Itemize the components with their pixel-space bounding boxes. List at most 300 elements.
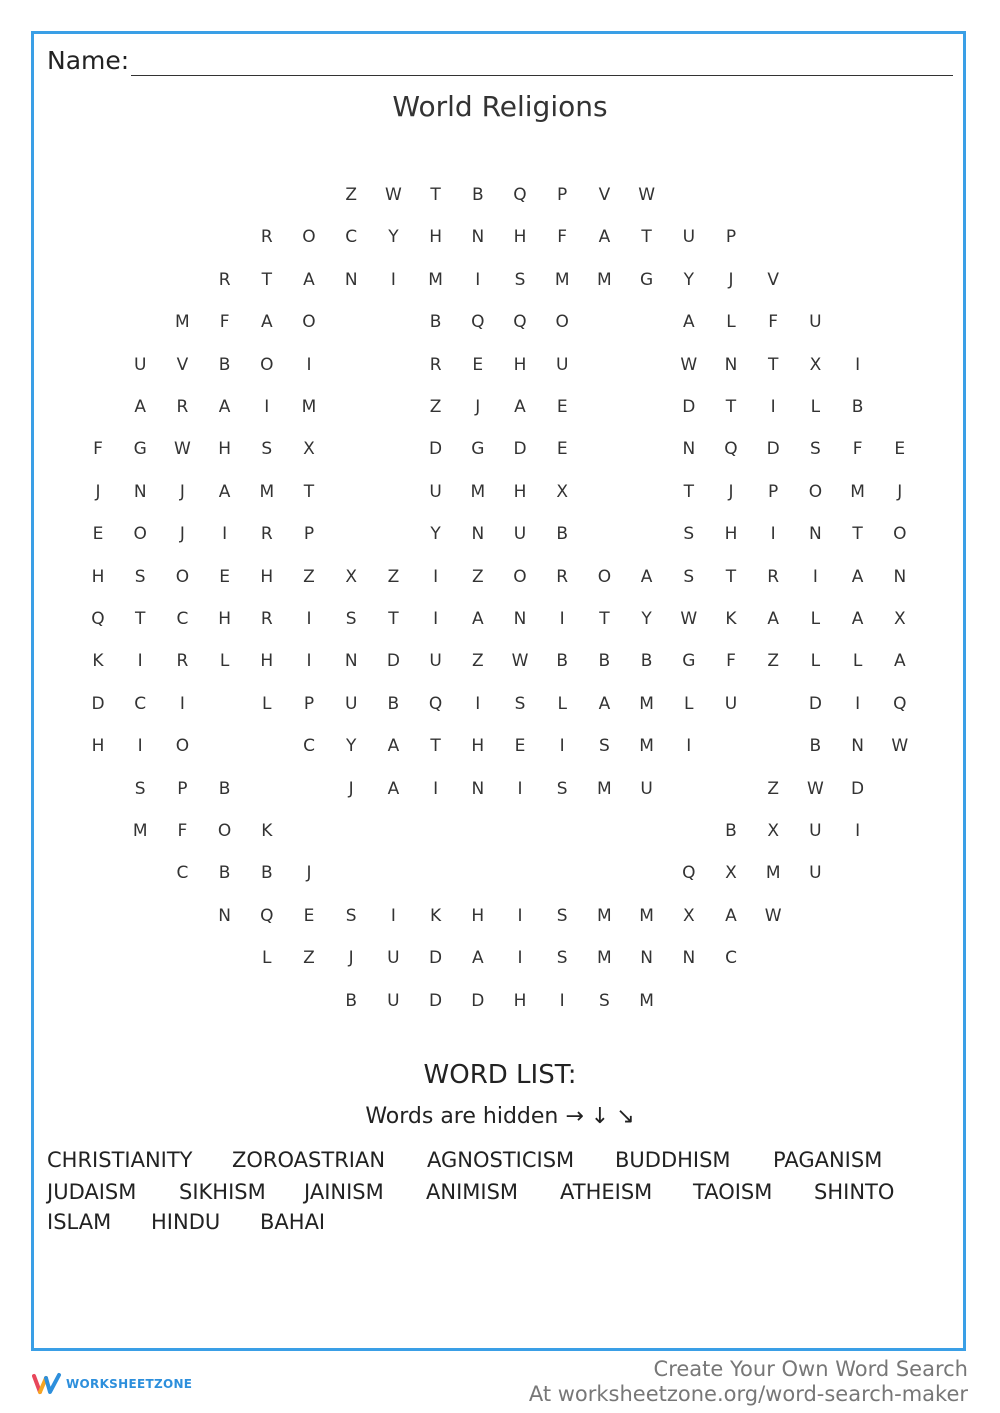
grid-letter[interactable]: Z: [387, 566, 400, 587]
grid-letter[interactable]: A: [471, 948, 484, 969]
word-list-item: TAOISM: [693, 1180, 773, 1204]
grid-letter[interactable]: T: [430, 185, 441, 205]
grid-letter[interactable]: I: [855, 821, 861, 841]
grid-letter[interactable]: N: [471, 524, 485, 545]
grid-letter[interactable]: X: [345, 566, 358, 587]
grid-letter[interactable]: H: [513, 990, 527, 1011]
grid-letter[interactable]: A: [387, 736, 400, 757]
grid-letter[interactable]: O: [217, 821, 232, 841]
grid-letter[interactable]: W: [384, 185, 402, 205]
grid-letter[interactable]: H: [218, 439, 231, 460]
grid-letter[interactable]: B: [345, 990, 358, 1011]
grid-letter[interactable]: A: [598, 227, 611, 248]
word-list-item: JUDAISM: [47, 1180, 137, 1204]
grid-letter[interactable]: S: [345, 609, 357, 629]
grid-letter[interactable]: B: [471, 185, 484, 205]
grid-letter[interactable]: E: [219, 566, 230, 587]
grid-letter[interactable]: P: [768, 481, 779, 502]
grid-letter[interactable]: A: [640, 566, 653, 587]
grid-letter[interactable]: H: [429, 227, 442, 248]
grid-letter[interactable]: R: [260, 227, 273, 248]
grid-letter[interactable]: U: [809, 312, 822, 333]
grid-letter[interactable]: A: [514, 397, 526, 417]
grid-letter[interactable]: O: [133, 524, 147, 545]
grid-letter[interactable]: M: [597, 905, 612, 926]
grid-letter[interactable]: U: [640, 778, 653, 799]
grid-letter[interactable]: M: [554, 269, 570, 290]
word-list-directions: Words are hidden → ↓ ↘: [365, 1104, 635, 1129]
grid-letter[interactable]: I: [559, 990, 565, 1011]
name-label: Name:: [47, 46, 130, 75]
grid-letter[interactable]: B: [556, 524, 569, 545]
grid-letter[interactable]: N: [218, 905, 231, 926]
grid-letter[interactable]: M: [132, 821, 148, 841]
grid-letter[interactable]: P: [303, 693, 315, 714]
grid-letter[interactable]: M: [639, 693, 654, 714]
grid-letter[interactable]: H: [218, 609, 231, 629]
grid-letter[interactable]: J: [95, 481, 101, 502]
footer-url-line[interactable]: At worksheetzone.org/word-search-maker: [528, 1382, 968, 1406]
grid-letter[interactable]: N: [851, 736, 864, 757]
grid-letter[interactable]: L: [557, 693, 567, 714]
grid-letter[interactable]: T: [261, 269, 272, 290]
grid-letter[interactable]: I: [855, 354, 861, 375]
grid-letter[interactable]: W: [680, 609, 698, 629]
grid-letter[interactable]: G: [133, 439, 147, 460]
grid-letter[interactable]: R: [260, 524, 273, 545]
grid-letter[interactable]: K: [92, 651, 104, 672]
grid-letter[interactable]: R: [260, 609, 273, 629]
word-list-item: ANIMISM: [426, 1180, 519, 1204]
grid-letter[interactable]: O: [260, 354, 274, 375]
grid-letter[interactable]: Z: [345, 185, 358, 205]
grid-letter[interactable]: H: [260, 651, 274, 672]
grid-letter[interactable]: I: [812, 566, 818, 587]
grid-letter[interactable]: T: [683, 481, 694, 502]
grid-letter[interactable]: I: [770, 397, 776, 417]
grid-letter[interactable]: Z: [471, 651, 484, 672]
grid-letter[interactable]: E: [556, 439, 568, 460]
grid-letter[interactable]: S: [556, 905, 568, 926]
grid-letter[interactable]: Z: [767, 651, 780, 672]
grid-letter[interactable]: H: [91, 566, 105, 587]
grid-letter[interactable]: S: [683, 524, 695, 545]
grid-letter[interactable]: B: [387, 693, 400, 714]
grid-letter[interactable]: L: [810, 609, 821, 629]
grid-letter[interactable]: Z: [303, 566, 315, 587]
grid-letter[interactable]: Y: [388, 227, 399, 248]
grid-letter[interactable]: A: [218, 481, 231, 502]
grid-letter[interactable]: U: [429, 651, 442, 672]
grid-letter[interactable]: U: [682, 227, 696, 248]
grid-letter[interactable]: I: [559, 736, 565, 757]
grid-letter[interactable]: Y: [345, 736, 357, 757]
grid-letter[interactable]: S: [556, 948, 568, 969]
grid-letter[interactable]: O: [513, 566, 527, 587]
grid-letter[interactable]: S: [598, 736, 610, 757]
grid-letter[interactable]: W: [511, 651, 529, 672]
grid-letter[interactable]: T: [134, 609, 146, 629]
logo-text: WORKSHEETZONE: [66, 1377, 193, 1391]
grid-letter[interactable]: H: [91, 736, 105, 757]
word-list-item: CHRISTIANITY: [47, 1148, 193, 1172]
word-list-item: ISLAM: [47, 1210, 112, 1234]
grid-letter[interactable]: U: [133, 354, 147, 375]
grid-letter[interactable]: W: [764, 905, 782, 926]
grid-letter[interactable]: G: [471, 439, 485, 460]
grid-letter[interactable]: C: [303, 736, 315, 757]
grid-letter[interactable]: O: [597, 566, 612, 587]
grid-letter[interactable]: H: [513, 227, 527, 248]
grid-letter[interactable]: O: [302, 227, 316, 248]
grid-letter[interactable]: F: [852, 439, 863, 460]
word-list-item: JAINISM: [304, 1180, 384, 1204]
grid-letter[interactable]: M: [175, 312, 190, 333]
grid-letter[interactable]: D: [471, 990, 485, 1011]
grid-letter[interactable]: S: [134, 566, 146, 587]
grid-letter[interactable]: O: [175, 736, 190, 757]
worksheetzone-logo[interactable]: [32, 1372, 192, 1396]
grid-letter[interactable]: U: [387, 990, 400, 1011]
grid-letter[interactable]: I: [433, 566, 439, 587]
grid-letter[interactable]: J: [897, 481, 903, 502]
grid-letter[interactable]: X: [725, 863, 737, 884]
grid-letter[interactable]: I: [475, 269, 481, 290]
grid-letter[interactable]: S: [345, 905, 357, 926]
grid-letter[interactable]: N: [344, 269, 358, 290]
grid-letter[interactable]: M: [428, 269, 443, 290]
grid-letter[interactable]: T: [725, 397, 737, 417]
grid-letter[interactable]: T: [725, 566, 737, 587]
grid-letter[interactable]: I: [264, 397, 270, 417]
grid-letter[interactable]: R: [176, 397, 189, 417]
grid-letter[interactable]: R: [556, 566, 569, 587]
word-list-heading: WORD LIST:: [423, 1060, 577, 1090]
grid-letter[interactable]: R: [767, 566, 780, 587]
grid-letter[interactable]: L: [262, 693, 272, 714]
grid-letter[interactable]: B: [851, 397, 864, 417]
grid-letter[interactable]: N: [682, 948, 696, 969]
grid-letter[interactable]: M: [597, 948, 612, 969]
grid-letter[interactable]: T: [599, 609, 610, 629]
grid-letter[interactable]: A: [260, 312, 273, 333]
grid-letter[interactable]: C: [176, 609, 189, 629]
grid-letter[interactable]: I: [137, 736, 143, 757]
grid-letter[interactable]: B: [429, 312, 442, 333]
grid-letter[interactable]: D: [386, 651, 400, 672]
grid-letter[interactable]: I: [433, 609, 439, 629]
grid-letter[interactable]: J: [348, 778, 354, 799]
grid-letter[interactable]: D: [851, 778, 865, 799]
grid-letter[interactable]: C: [725, 948, 737, 969]
grid-letter[interactable]: F: [93, 439, 103, 460]
grid-letter[interactable]: N: [471, 778, 485, 799]
grid-letter[interactable]: S: [598, 990, 610, 1011]
grid-letter[interactable]: I: [390, 905, 396, 926]
grid-letter[interactable]: B: [598, 651, 611, 672]
grid-letter[interactable]: I: [433, 778, 439, 799]
grid-letter[interactable]: J: [728, 269, 734, 290]
grid-letter[interactable]: N: [471, 227, 485, 248]
grid-letter[interactable]: D: [808, 693, 822, 714]
grid-letter[interactable]: M: [639, 990, 654, 1011]
grid-letter[interactable]: J: [348, 948, 354, 969]
grid-letter[interactable]: S: [556, 778, 568, 799]
grid-letter[interactable]: Q: [428, 693, 443, 714]
grid-letter[interactable]: T: [430, 736, 441, 757]
word-list-item: BAHAI: [260, 1210, 326, 1234]
grid-letter[interactable]: R: [176, 651, 189, 672]
grid-letter[interactable]: I: [517, 948, 523, 969]
word-list-item: SIKHISM: [179, 1180, 266, 1204]
grid-letter[interactable]: K: [430, 905, 442, 926]
grid-letter[interactable]: F: [768, 312, 779, 333]
grid-letter[interactable]: I: [306, 354, 312, 375]
grid-letter[interactable]: J: [728, 481, 734, 502]
grid-letter[interactable]: P: [557, 185, 568, 205]
grid-letter[interactable]: I: [475, 693, 481, 714]
grid-letter[interactable]: X: [303, 439, 315, 460]
grid-letter[interactable]: P: [303, 524, 315, 545]
grid-letter[interactable]: Q: [91, 609, 105, 629]
grid-letter[interactable]: Y: [683, 269, 694, 290]
grid-letter[interactable]: Q: [471, 312, 485, 333]
grid-letter[interactable]: Q: [513, 312, 527, 333]
grid-letter[interactable]: L: [810, 651, 821, 672]
grid-letter[interactable]: L: [852, 651, 863, 672]
grid-letter[interactable]: A: [387, 778, 400, 799]
grid-letter[interactable]: X: [682, 905, 695, 926]
grid-letter[interactable]: E: [894, 439, 906, 460]
grid-letter[interactable]: O: [302, 312, 316, 333]
grid-letter[interactable]: Z: [471, 566, 484, 587]
grid-letter[interactable]: H: [471, 736, 485, 757]
grid-letter[interactable]: Q: [893, 693, 907, 714]
grid-letter[interactable]: L: [262, 948, 272, 969]
grid-letter[interactable]: M: [639, 905, 654, 926]
grid-letter[interactable]: I: [517, 905, 523, 926]
grid-letter[interactable]: E: [92, 524, 104, 545]
grid-letter[interactable]: A: [725, 905, 737, 926]
grid-letter[interactable]: I: [855, 693, 861, 714]
grid-letter[interactable]: I: [686, 736, 692, 757]
grid-letter[interactable]: Q: [513, 185, 527, 205]
word-list-item: ZOROASTRIAN: [232, 1148, 386, 1172]
grid-letter[interactable]: T: [767, 354, 779, 375]
grid-letter[interactable]: L: [219, 651, 230, 672]
grid-letter[interactable]: M: [597, 269, 612, 290]
grid-letter[interactable]: V: [767, 269, 779, 290]
grid-letter[interactable]: Y: [641, 609, 652, 629]
grid-letter[interactable]: H: [471, 905, 485, 926]
grid-letter[interactable]: U: [555, 354, 569, 375]
grid-letter[interactable]: A: [851, 566, 864, 587]
grid-letter[interactable]: H: [513, 354, 527, 375]
grid-letter[interactable]: L: [726, 312, 736, 333]
grid-letter[interactable]: E: [472, 354, 484, 375]
grid-letter[interactable]: S: [134, 778, 146, 799]
worksheetzone-logo-icon: [32, 1372, 62, 1396]
grid-letter[interactable]: B: [725, 821, 737, 841]
grid-letter[interactable]: I: [306, 651, 312, 672]
grid-letter[interactable]: P: [725, 227, 737, 248]
grid-letter[interactable]: L: [684, 693, 694, 714]
grid-letter[interactable]: M: [301, 397, 317, 417]
grid-letter[interactable]: A: [682, 312, 695, 333]
grid-letter[interactable]: N: [513, 609, 527, 629]
grid-letter[interactable]: F: [726, 651, 736, 672]
grid-letter[interactable]: B: [260, 863, 273, 884]
grid-letter[interactable]: N: [809, 524, 822, 545]
grid-letter[interactable]: A: [471, 609, 484, 629]
grid-letter[interactable]: X: [809, 354, 822, 375]
grid-letter[interactable]: S: [514, 693, 526, 714]
grid-letter[interactable]: Q: [260, 905, 274, 926]
grid-letter[interactable]: I: [137, 651, 143, 672]
grid-letter[interactable]: H: [260, 566, 274, 587]
grid-letter[interactable]: A: [303, 269, 315, 290]
grid-letter[interactable]: C: [134, 693, 147, 714]
grid-letter[interactable]: N: [682, 439, 696, 460]
grid-letter[interactable]: D: [682, 397, 696, 417]
grid-letter[interactable]: V: [176, 354, 189, 375]
grid-letter[interactable]: Z: [303, 948, 315, 969]
grid-letter[interactable]: U: [809, 821, 822, 841]
grid-letter[interactable]: Y: [430, 524, 441, 545]
grid-letter[interactable]: C: [176, 863, 189, 884]
grid-letter[interactable]: U: [344, 693, 358, 714]
grid-letter[interactable]: I: [179, 693, 185, 714]
grid-letter[interactable]: N: [724, 354, 738, 375]
grid-letter[interactable]: B: [640, 651, 653, 672]
word-list-item: ATHEISM: [560, 1180, 653, 1204]
grid-letter[interactable]: E: [303, 905, 315, 926]
grid-letter[interactable]: I: [517, 778, 523, 799]
grid-letter[interactable]: Q: [682, 863, 696, 884]
grid-letter[interactable]: I: [390, 269, 396, 290]
grid-letter[interactable]: N: [344, 651, 358, 672]
grid-letter[interactable]: R: [429, 354, 442, 375]
grid-letter[interactable]: R: [218, 269, 231, 290]
grid-letter[interactable]: S: [809, 439, 821, 460]
grid-letter[interactable]: J: [306, 863, 312, 884]
grid-letter[interactable]: X: [767, 821, 780, 841]
grid-letter[interactable]: A: [893, 651, 906, 672]
grid-letter[interactable]: W: [680, 354, 698, 375]
word-list-item: SHINTO: [814, 1180, 895, 1204]
grid-letter[interactable]: A: [851, 609, 864, 629]
grid-letter[interactable]: K: [261, 821, 273, 841]
grid-letter[interactable]: Z: [429, 397, 442, 417]
grid-letter[interactable]: M: [259, 481, 275, 502]
grid-letter[interactable]: W: [891, 736, 909, 757]
grid-letter[interactable]: A: [134, 397, 146, 417]
grid-letter[interactable]: B: [809, 736, 822, 757]
grid-letter[interactable]: T: [388, 609, 399, 629]
grid-letter[interactable]: G: [682, 651, 696, 672]
grid-letter[interactable]: D: [429, 439, 443, 460]
grid-letter[interactable]: U: [809, 863, 822, 884]
grid-letter[interactable]: M: [597, 778, 612, 799]
grid-letter[interactable]: N: [640, 948, 653, 969]
grid-letter[interactable]: B: [218, 778, 231, 799]
grid-letter[interactable]: M: [470, 481, 486, 502]
grid-letter[interactable]: Z: [767, 778, 780, 799]
grid-letter[interactable]: O: [808, 481, 823, 502]
grid-letter[interactable]: U: [429, 481, 442, 502]
grid-letter[interactable]: F: [557, 227, 568, 248]
grid-letter[interactable]: F: [219, 312, 230, 333]
grid-letter[interactable]: I: [559, 609, 565, 629]
grid-letter[interactable]: H: [513, 481, 527, 502]
grid-letter[interactable]: M: [639, 736, 654, 757]
grid-letter[interactable]: I: [770, 524, 776, 545]
grid-letter[interactable]: W: [806, 778, 824, 799]
grid-letter[interactable]: N: [893, 566, 907, 587]
grid-letter[interactable]: J: [475, 397, 481, 417]
grid-letter[interactable]: M: [850, 481, 865, 502]
grid-letter[interactable]: X: [556, 481, 569, 502]
grid-letter[interactable]: W: [173, 439, 191, 460]
grid-letter[interactable]: O: [175, 566, 190, 587]
grid-letter[interactable]: X: [893, 609, 906, 629]
grid-letter[interactable]: B: [218, 354, 231, 375]
grid-letter[interactable]: T: [303, 481, 315, 502]
grid-letter[interactable]: T: [641, 227, 652, 248]
grid-letter[interactable]: W: [638, 185, 655, 205]
grid-letter[interactable]: A: [598, 693, 611, 714]
grid-letter[interactable]: S: [683, 566, 695, 587]
grid-letter[interactable]: F: [177, 821, 188, 841]
grid-letter[interactable]: M: [765, 863, 781, 884]
grid-letter[interactable]: D: [429, 948, 443, 969]
grid-letter[interactable]: L: [810, 397, 821, 417]
grid-letter[interactable]: S: [514, 269, 526, 290]
grid-letter[interactable]: J: [179, 524, 185, 545]
grid-letter[interactable]: D: [513, 439, 527, 460]
grid-letter[interactable]: B: [556, 651, 569, 672]
grid-letter[interactable]: U: [513, 524, 527, 545]
word-list-item: HINDU: [151, 1210, 221, 1234]
grid-letter[interactable]: S: [261, 439, 273, 460]
footer-create-line: Create Your Own Word Search: [653, 1357, 968, 1381]
grid-letter[interactable]: G: [640, 269, 654, 290]
grid-letter[interactable]: P: [177, 778, 188, 799]
grid-letter[interactable]: D: [429, 990, 443, 1011]
grid-letter[interactable]: A: [218, 397, 231, 417]
grid-letter[interactable]: U: [387, 948, 400, 969]
grid-letter[interactable]: K: [725, 609, 737, 629]
grid-letter[interactable]: D: [766, 439, 780, 460]
grid-letter[interactable]: B: [218, 863, 231, 884]
grid-letter[interactable]: O: [893, 524, 907, 545]
grid-letter[interactable]: A: [767, 609, 779, 629]
grid-letter[interactable]: T: [852, 524, 863, 545]
grid-letter[interactable]: J: [179, 481, 185, 502]
grid-letter[interactable]: D: [91, 693, 105, 714]
grid-letter[interactable]: E: [514, 736, 526, 757]
grid-letter[interactable]: C: [345, 227, 358, 248]
grid-letter[interactable]: I: [306, 609, 312, 629]
grid-letter[interactable]: O: [555, 312, 569, 333]
grid-letter[interactable]: H: [724, 524, 738, 545]
grid-letter[interactable]: E: [556, 397, 568, 417]
grid-letter[interactable]: I: [222, 524, 228, 545]
grid-letter[interactable]: N: [133, 481, 147, 502]
grid-letter[interactable]: Q: [724, 439, 738, 460]
grid-letter[interactable]: V: [598, 185, 611, 205]
grid-letter[interactable]: U: [724, 693, 738, 714]
